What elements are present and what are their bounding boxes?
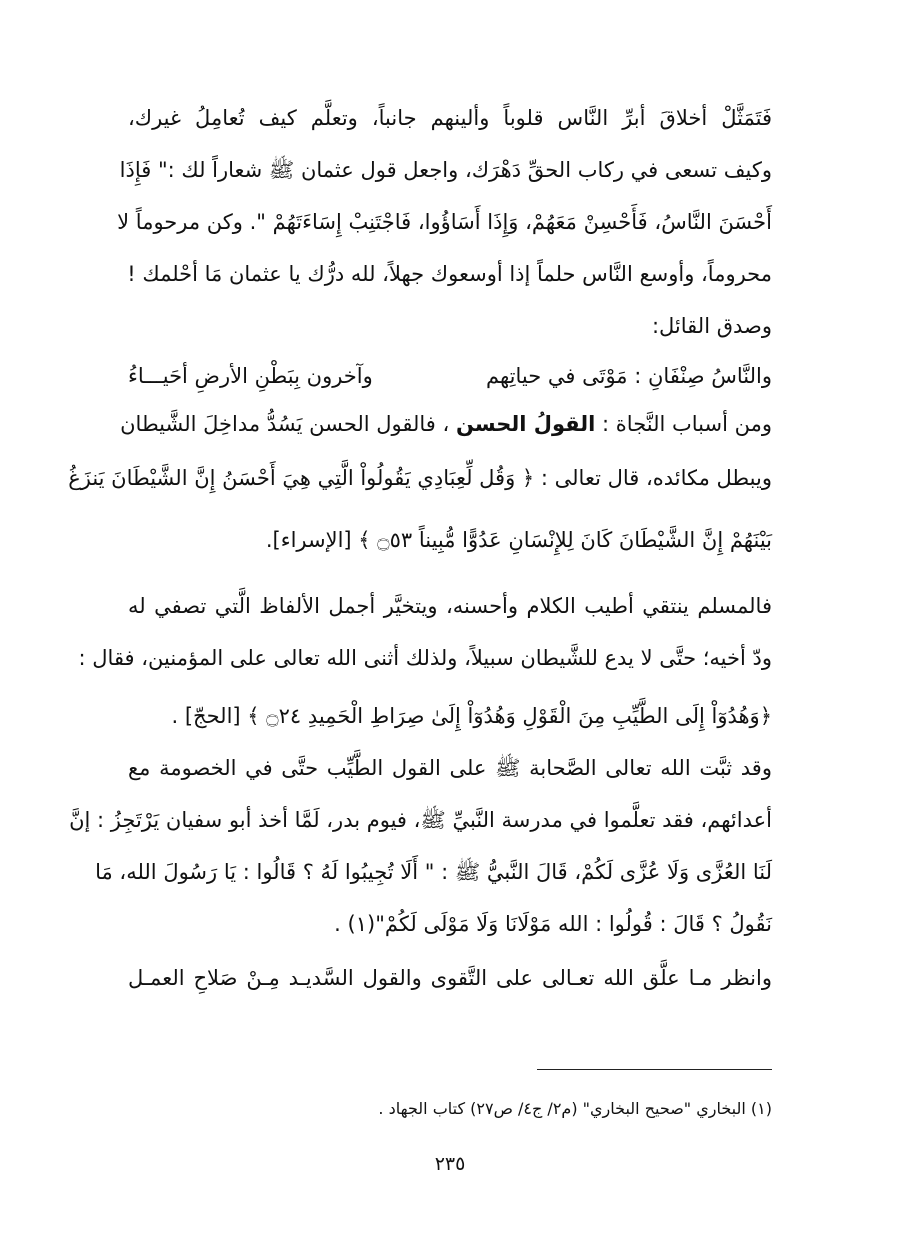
najat-text-before: ومن أسباب النَّجاة : (595, 412, 772, 436)
poetry-verse (128, 356, 772, 396)
body-line-qala (68, 458, 772, 498)
body-line-1: فَتَمَثَّلْ أخلاقَ أبرِّ النَّاس قلوباً وألينهم جانباً، وتعلَّم كيف تُعامِلُ غيرك، (128, 106, 772, 130)
quran-verse-isra-part2: بَيْنَهُمْ إِنَّ الشَّيْطَانَ كَانَ لِلإِنْسَانِ عَدُوًّا مُّبِيناً ۝٥٣ ﴾ (358, 528, 772, 552)
verse-second-hemistich: وآخرون بِبَطْنِ الأرضِ أحَيـــاءُ (128, 364, 373, 388)
quran-verse-isra-part1: ﴿ وَقُل لِّعِبَادِي يَقُولُواْ الَّتِي هِيَ أَحْسَنُ إِنَّ الشَّيْطَانَ يَنزَغُ (68, 466, 535, 490)
surah-reference-isra: [الإسراء]. (265, 528, 359, 552)
qala-text: ويبطل مكائده، قال تعالى : (534, 466, 772, 490)
body-line-muslim: فالمسلم ينتقي أطيب الكلام وأحسنه، ويتخيَّر أجمل الألفاظ الَّتي تصفي له (128, 594, 772, 618)
footnote-separator (537, 1069, 772, 1070)
body-line-unzur: وانظر مـا علَّق الله تعـالى على التَّقوى والقول السَّديـد مِـنْ صَلاحِ العمـل (128, 966, 772, 990)
quran-verse-hajj: ﴿وَهُدُوٓاْ إِلَى الطَّيِّبِ مِنَ الْقَوْلِ وَهُدُوٓاْ إِلَىٰ صِرَاطِ الْحَمِيدِ ۝٢٤ ﴾ (247, 704, 772, 728)
body-line-thabbat: وقد ثبَّت الله تعالى الصَّحابة ﷺ على القول الطَّيِّب حتَّى في الخصومة مع (128, 756, 772, 780)
body-line-5: وصدق القائل: (651, 314, 772, 338)
body-line-3: أَحْسَنَ النَّاسُ، فَأَحْسِنْ مَعَهُمْ، وَإِذَا أَسَاؤُوا، فَاجْتَنِبْ إِسَاءَتَهُمْ ". وكن مرحوماً لا (117, 210, 772, 234)
body-line-najat (120, 404, 772, 444)
page-number: ٢٣٥ (434, 1153, 466, 1175)
body-line-adaihim: أعدائهم، فقد تعلَّموا في مدرسة النَّبيِّ ﷺ، فيوم بدر، لَمَّا أخذ أبو سفيان يَرْتَجِزُ : إنَّ (69, 808, 772, 832)
body-line-hajj (128, 696, 772, 736)
body-line-2: وكيف تسعى في ركاب الحقِّ دَهْرَك، واجعل قول عثمان ﷺ شعاراً لك :" فَإِذَا (119, 158, 772, 182)
body-line-uzza: لَنَا العُزَّى وَلَا عُزَّى لَكُمْ، قَالَ النَّبيُّ ﷺ : " أَلَا تُجِيبُوا لَهُ ؟ قَالُوا : يَا رَسُولَ الله، مَا (95, 860, 772, 884)
najat-text-after: ، فالقول الحسن يَسُدُّ مداخِلَ الشَّيطان (120, 412, 456, 436)
body-line-isra (128, 520, 772, 560)
body-line-naqul: نَقُولُ ؟ قَالَ : قُولُوا : الله مَوْلَانَا وَلَا مَوْلَى لَكُمْ"(١) . (334, 912, 772, 936)
body-line-akhih: ودّ أخيه؛ حتَّى لا يدع للشَّيطان سبيلاً، ولذلك أثنى الله تعالى على المؤمنين، فقال : (78, 646, 772, 670)
footnote: (١) البخاري "صحيح البخاري" (م٢/ ج٤/ ص٢٧) كتاب الجهاد . (378, 1099, 772, 1118)
surah-reference-hajj: [الحجّ] . (171, 704, 248, 728)
verse-first-hemistich: والنَّاسُ صِنْفَانِ : مَوْتَى في حياتِهم (485, 364, 772, 388)
najat-bold-phrase: القولُ الحسن (455, 412, 596, 436)
body-line-4: محروماً، وأوسع النَّاس حلماً إذا أوسعوك جهلاً، لله درُّك يا عثمان مَا أحْلمك ! (127, 262, 772, 286)
